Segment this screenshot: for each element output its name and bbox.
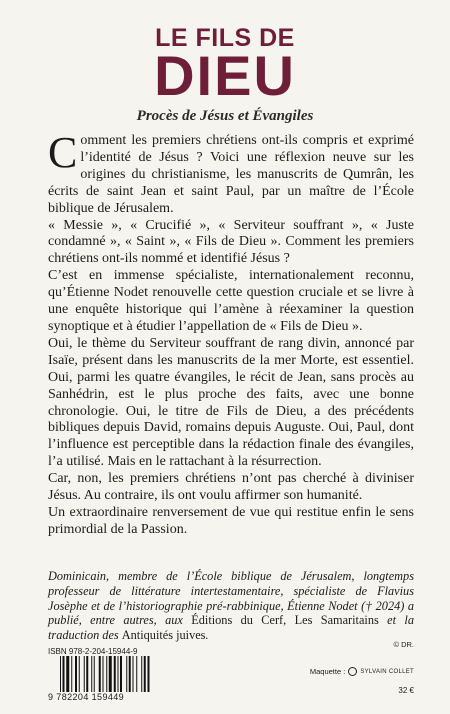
drop-cap: C: [48, 128, 78, 177]
blurb-paragraph-2: « Messie », « Crucifié », « Serviteur souffrant », « Juste condamné », « Saint », « Fils de Dieu ». Comment les premiers chrétiens ont-ils nommé et identifié Jésus ?: [48, 217, 414, 267]
title-line-1: LE FILS DE: [155, 24, 295, 52]
isbn: ISBN 978-2-204-15944-9: [48, 647, 138, 656]
blurb-paragraph-6: Un extraordinaire renversement de vue qui restitue enfin le sens primordial de la Passion.: [48, 504, 414, 537]
subtitle: Procès de Jésus et Évangiles: [136, 108, 314, 124]
price: 32 €: [398, 686, 414, 695]
blurb-paragraph-4: Oui, le thème du Serviteur souffrant de rang divin, annoncé par Isaïe, présent dans les manuscrits de la mer Morte, est essentiel. Oui, parmi les quatre évangiles, le récit de Jean, sans procès au Sanhédrin, est le plus proche des faits, avec une bonne chronologie. Oui, le titre de Fils de Dieu, a des précédents bibliques depuis David, romains depuis Auguste. Oui, Paul, dont l’influence est perceptible dans la rédaction finale des évangiles, l’a utilisé. Mais en le rattachant à la résurrection.: [48, 335, 414, 470]
barcode-icon: [60, 656, 178, 692]
photo-credit: © DR.: [393, 640, 414, 649]
design-credit: [310, 667, 414, 676]
blurb-paragraph-1: Comment les premiers chrétiens ont-ils compris et exprimé l’identité de Jésus ? Voici une réflexion neuve sur les origines du christianisme, les manuscrits de Qumrân, les écrits de saint Jean et saint Paul, par un maître de l’École biblique de Jérusalem.: [48, 128, 414, 216]
barcode-digits: 9 782204 159449: [48, 692, 125, 702]
author-bio: Dominicain, membre de l’École biblique de Jérusalem, longtemps professeur de littérature intertestamentaire, spécialiste de Flavius Josèphe et de l’historiographie pré-rabbinique, Étienne Nodet († 2024) a publié, entre autres, aux Éditions du Cerf, Les Samaritains et la traduction des Antiquités juives.: [48, 569, 414, 643]
book-title-1: Les Samaritains: [294, 613, 379, 628]
blurb-paragraph-5: Car, non, les premiers chrétiens n’ont pas cherché à diviniser Jésus. Au contraire, ils ont voulu affirmer son humanité.: [48, 471, 414, 504]
publisher-name: Éditions du Cerf: [191, 613, 284, 628]
blurb-paragraph-3: C’est en immense spécialiste, internationalement reconnu, qu’Étienne Nodet renouvelle cette question cruciale et se livre à une enquête historique qui l’amène à réexaminer la question synoptique et à étudier l’appellation de « Fils de Dieu ».: [48, 268, 414, 334]
designer-name: SYLVAIN COLLET: [360, 668, 414, 675]
book-title-2: Antiquités juives: [121, 628, 206, 643]
design-credit-label: Maquette :: [309, 667, 346, 676]
designer-logo-icon: [348, 667, 357, 676]
title-line-2: DIEU: [154, 44, 296, 107]
blurb: [48, 128, 414, 539]
